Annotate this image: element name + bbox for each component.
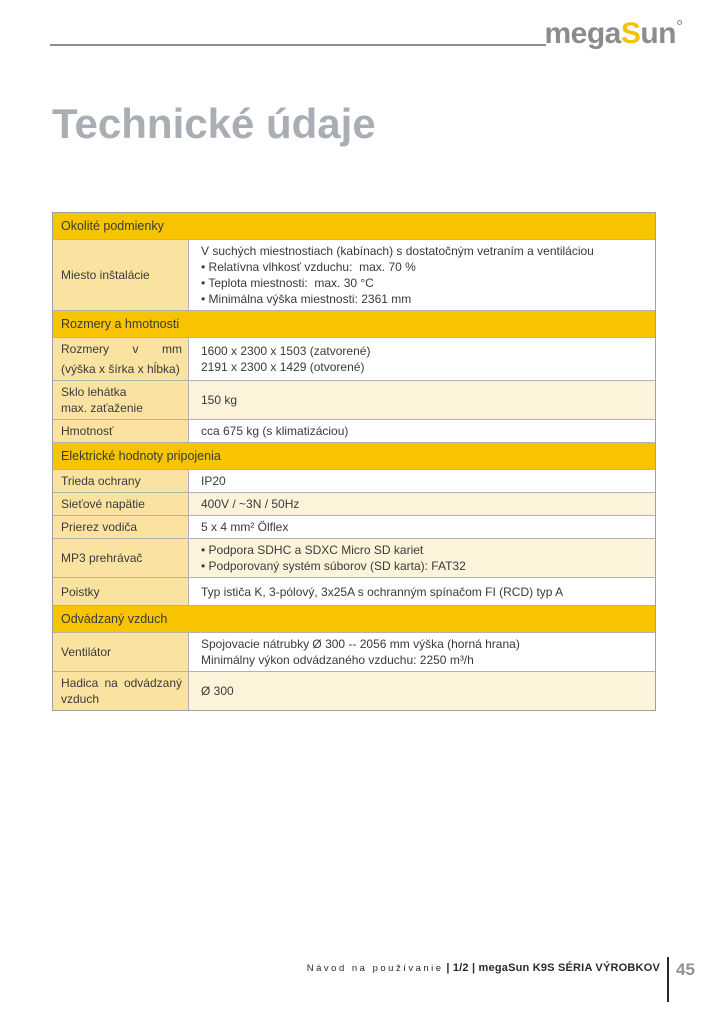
table-row <box>53 671 655 710</box>
table-row <box>53 419 655 442</box>
table-row <box>53 515 655 538</box>
row-label <box>53 578 189 605</box>
value-line: • Teplota miestnosti: max. 30 °C <box>201 276 374 290</box>
section-header-elektricke-hodnoty: Elektrické hodnoty pripojenia <box>53 442 655 469</box>
label-line: (výška x šírka x hĺbka) <box>61 362 180 376</box>
value-line: Minimálny výkon odvádzaného vzduchu: 2250 m³/h <box>201 653 474 667</box>
label-line: Hadica na odvádzaný <box>61 676 182 690</box>
table-row <box>53 538 655 577</box>
row-value <box>189 516 655 538</box>
row-label <box>53 539 189 577</box>
table-row <box>53 337 655 380</box>
table-row <box>53 380 655 419</box>
row-value <box>189 493 655 515</box>
row-label <box>53 633 189 671</box>
row-value <box>189 338 655 380</box>
value-line: • Minimálna výška miestnosti: 2361 mm <box>201 292 412 306</box>
section-header-rozmery-a-hmotnosti: Rozmery a hmotnosti <box>53 310 655 337</box>
label-line: MP3 prehrávač <box>61 551 143 565</box>
value-line: 2191 x 2300 x 1429 (otvorené) <box>201 360 365 374</box>
footer <box>307 962 660 974</box>
value-line: 5 x 4 mm² Ölflex <box>201 520 289 534</box>
value-line: • Podporovaný systém súborov (SD karta): FAT32 <box>201 559 466 573</box>
label-line: max. zaťaženie <box>61 401 143 415</box>
table-row <box>53 577 655 605</box>
row-value <box>189 539 655 577</box>
brand-logo <box>544 17 682 51</box>
row-label <box>53 381 189 419</box>
label-line: Hmotnosť <box>61 424 114 438</box>
table-row <box>53 632 655 671</box>
section-header-okolite-podmienky: Okolité podmienky <box>53 213 655 239</box>
page-number: 45 <box>676 960 695 979</box>
label-line: vzduch <box>61 692 100 706</box>
row-value <box>189 240 655 310</box>
label-line: Trieda ochrany <box>61 474 141 488</box>
value-line: V suchých miestnostiach (kabínach) s dostatočným vetraním a ventiláciou <box>201 244 594 258</box>
row-label <box>53 338 189 380</box>
row-value <box>189 470 655 492</box>
header-rule <box>50 44 546 46</box>
value-line: Spojovacie nátrubky Ø 300 -- 2056 mm výška (horná hrana) <box>201 637 520 651</box>
value-line: Ø 300 <box>201 684 234 698</box>
section-header-odvadzany-vzduch: Odvádzaný vzduch <box>53 605 655 632</box>
row-value <box>189 633 655 671</box>
row-value <box>189 381 655 419</box>
logo-part-s: S <box>620 17 641 50</box>
table-row <box>53 469 655 492</box>
row-label <box>53 470 189 492</box>
footer-manual-label: Návod na používanie <box>306 963 444 974</box>
row-label <box>53 240 189 310</box>
row-value <box>189 578 655 605</box>
page-title: Technické údaje <box>52 100 376 147</box>
label-line: Sklo lehátka <box>61 385 127 399</box>
value-line: 1600 x 2300 x 1503 (zatvorené) <box>201 344 371 358</box>
row-label <box>53 493 189 515</box>
logo-part-mega: mega <box>544 17 621 50</box>
logo-part-un: un <box>640 17 676 50</box>
table-row <box>53 239 655 310</box>
value-line: Typ ističa K, 3-pólový, 3x25A s ochranným spínačom FI (RCD) typ A <box>201 584 564 599</box>
footer-divider-bar <box>667 957 669 1002</box>
label-line: Ventilátor <box>61 645 112 659</box>
value-line: • Podpora SDHC a SDXC Micro SD kariet <box>201 543 424 557</box>
row-value <box>189 672 655 710</box>
value-line: 400V / ~3N / 50Hz <box>201 497 300 511</box>
technical-data-table <box>52 212 656 711</box>
label-line: Sieťové napätie <box>61 497 145 511</box>
value-line: 150 kg <box>201 393 238 407</box>
label-line: Prierez vodiča <box>61 520 138 534</box>
footer-product-label: | 1/2 | megaSun K9S SÉRIA VÝROBKOV <box>446 962 660 974</box>
logo-trademark-dot-icon <box>677 20 682 25</box>
label-line: Miesto inštalácie <box>61 268 150 282</box>
row-label <box>53 516 189 538</box>
value-line: • Relatívna vlhkosť vzduchu: max. 70 % <box>201 260 416 274</box>
label-line: Rozmery v mm <box>61 342 182 356</box>
row-label <box>53 672 189 710</box>
value-line: IP20 <box>201 474 226 488</box>
row-value <box>189 420 655 442</box>
table-row <box>53 492 655 515</box>
label-line: Poistky <box>61 584 100 599</box>
row-label <box>53 420 189 442</box>
value-line: cca 675 kg (s klimatizáciou) <box>201 424 349 438</box>
